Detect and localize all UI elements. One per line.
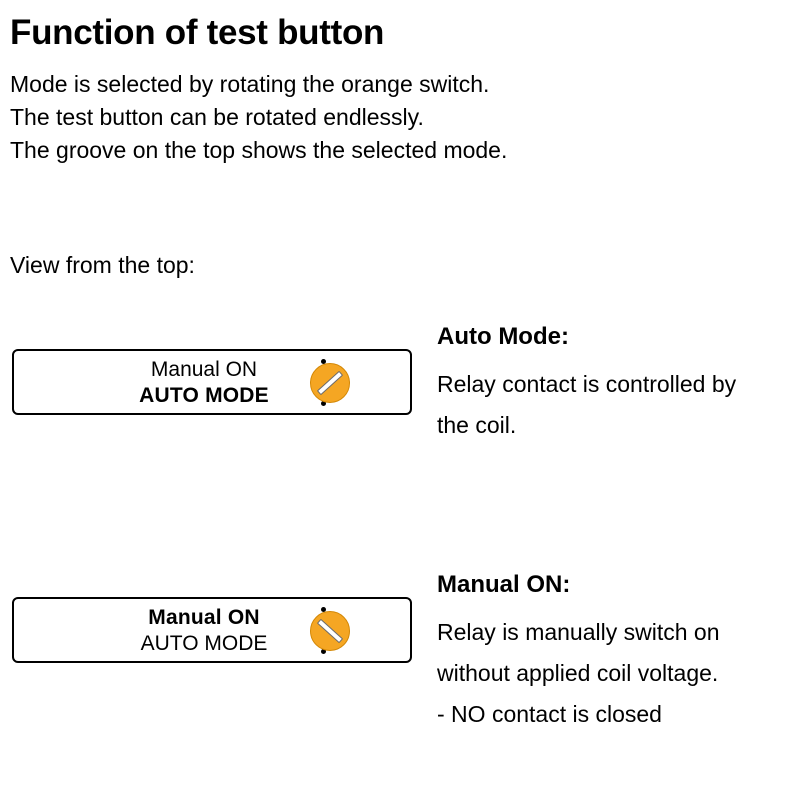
knob-groove-icon-manual [317, 619, 343, 644]
rotary-knob-auto[interactable] [310, 363, 350, 403]
switch-labels-auto [114, 357, 294, 409]
intro-line-1: Mode is selected by rotating the orange switch. [10, 71, 490, 97]
description-manual-line-1: Relay is manually switch on [437, 619, 720, 645]
page-title: Function of test button [10, 13, 385, 52]
view-from-top-label: View from the top: [10, 252, 195, 278]
switch-label-manual-on-manual: Manual ON [148, 606, 260, 629]
description-manual-on [437, 570, 792, 735]
switch-label-manual-on-auto: Manual ON [150, 358, 258, 381]
description-manual-line-2: without applied coil voltage. [437, 660, 719, 686]
rotary-knob-manual[interactable] [310, 611, 350, 651]
intro-line-3: The groove on the top shows the selected mode. [10, 137, 508, 163]
description-title-auto: Auto Mode: [437, 323, 569, 350]
switch-labels-manual [114, 605, 294, 657]
switch-label-auto-mode-manual: AUTO MODE [140, 632, 268, 655]
switch-graphic-manual-on [12, 597, 412, 663]
switch-graphic-auto-mode [12, 349, 412, 415]
intro-line-2: The test button can be rotated endlessly. [10, 104, 424, 130]
knob-groove-icon-auto [317, 371, 343, 396]
description-title-manual: Manual ON: [437, 571, 571, 598]
intro-text-block [10, 68, 710, 167]
switch-label-auto-mode-auto: AUTO MODE [139, 384, 269, 407]
description-manual-line-3: - NO contact is closed [437, 701, 662, 727]
description-auto-line-1: Relay contact is controlled by [437, 371, 737, 397]
description-auto-mode [437, 322, 792, 446]
description-auto-line-2: the coil. [437, 412, 517, 438]
